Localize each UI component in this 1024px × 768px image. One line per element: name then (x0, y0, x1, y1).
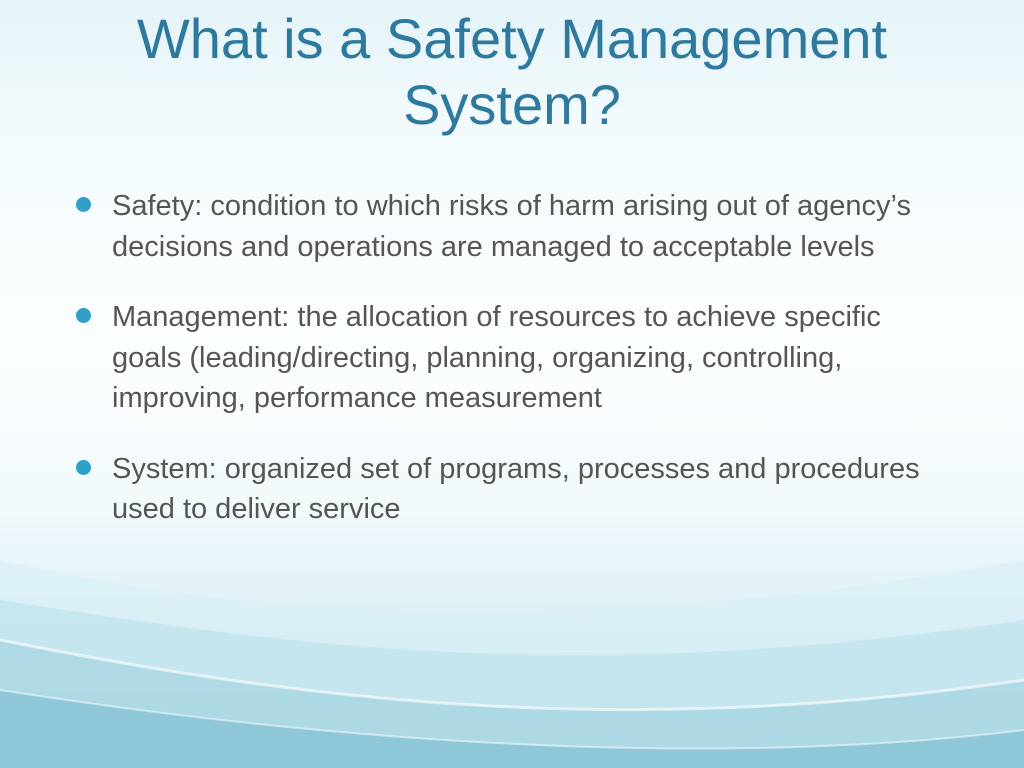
bullet-item-safety (74, 186, 954, 267)
bullet-text: System: organized set of programs, processes and procedures used to deliver service (112, 452, 920, 525)
slide-title: What is a Safety Management System? (136, 7, 888, 136)
bullet-list (74, 186, 954, 560)
bullet-text: Management: the allocation of resources to achieve specific goals (leading/directing, planning, organizing, controlling, improving, performance measurement (112, 301, 881, 414)
bullet-dot-icon (76, 308, 91, 323)
bullet-text: Safety: condition to which risks of harm arising out of agency’s decisions and operations are managed to acceptable levels (112, 190, 911, 263)
bullet-dot-icon (76, 197, 91, 212)
bullet-dot-icon (76, 460, 91, 475)
bullet-item-system (74, 449, 954, 530)
bullet-item-management (74, 297, 954, 419)
